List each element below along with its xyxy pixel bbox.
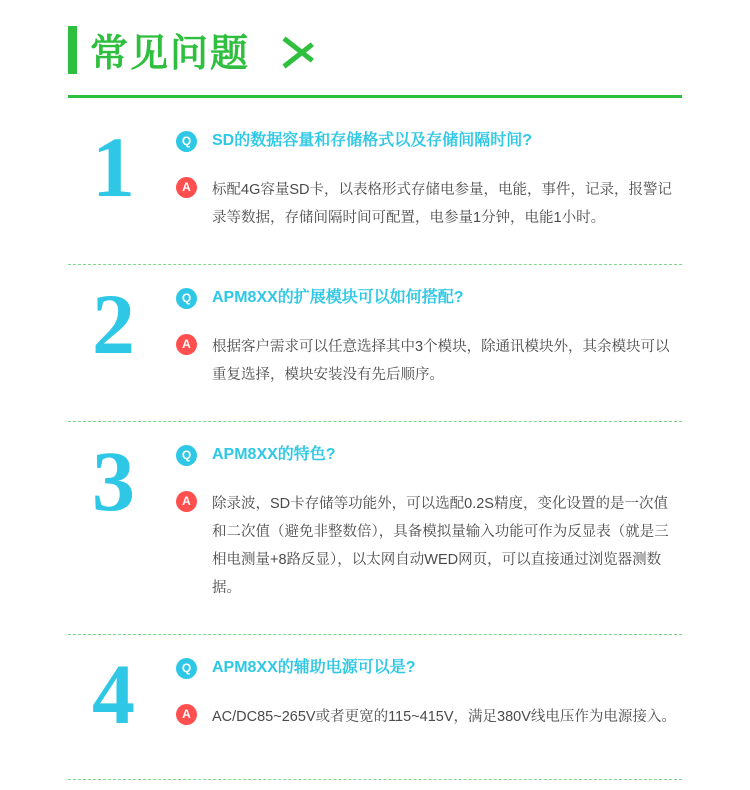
faq-number: 3 bbox=[92, 433, 133, 529]
question-badge-icon: Q bbox=[176, 445, 197, 466]
page-header bbox=[0, 0, 750, 100]
answer-badge-icon: A bbox=[176, 177, 197, 198]
faq-question-text: APM8XX的扩展模块可以如何搭配? bbox=[212, 289, 464, 306]
faq-number: 2 bbox=[92, 276, 133, 372]
answer-badge-icon: A bbox=[176, 334, 197, 355]
list-item bbox=[68, 646, 682, 765]
faq-answer-text: 标配4G容量SD卡，以表格形式存储电参量，电能，事件，记录，报警记录等数据，存储间隔时间可配置，电参量1分钟，电能1小时。 bbox=[212, 182, 672, 226]
answer-badge-icon: A bbox=[176, 491, 197, 512]
faq-answer-text: AC/DC85~265V或者更宽的115~415V，满足380V线电压作为电源接入。 bbox=[212, 709, 676, 725]
faq-answer-text: 根据客户需求可以任意选择其中3个模块，除通讯模块外，其余模块可以重复选择，模块安装没有先后顺序。 bbox=[212, 339, 670, 383]
item-divider bbox=[68, 264, 682, 265]
item-divider bbox=[68, 421, 682, 422]
faq-answer-row bbox=[176, 703, 682, 731]
list-item bbox=[68, 276, 682, 407]
faq-answer-row bbox=[176, 333, 682, 389]
faq-question-text: APM8XX的特色? bbox=[212, 446, 336, 463]
title-accent-bar bbox=[68, 26, 77, 74]
faq-question-text: SD的数据容量和存储格式以及存储间隔时间? bbox=[212, 132, 533, 149]
faq-answer-text: 除录波，SD卡存储等功能外，可以选配0.2S精度，变化设置的是一次值和二次值（避免非整数倍），具备模拟量输入功能可作为反显表（就是三相电测量+8路反显），以太网自动WED网页，可以直接通过浏览器测数据。 bbox=[212, 496, 669, 596]
page-title-text: 常见问题 bbox=[90, 33, 251, 75]
list-item bbox=[68, 119, 682, 250]
question-badge-icon: Q bbox=[176, 658, 197, 679]
faq-question-text: APM8XX的辅助电源可以是? bbox=[212, 659, 416, 676]
faq-number: 4 bbox=[92, 646, 133, 742]
bottom-spacer bbox=[68, 780, 682, 790]
faq-question-row bbox=[176, 287, 682, 309]
faq-answer-row bbox=[176, 176, 682, 232]
faq-question-row bbox=[176, 130, 682, 152]
faq-answer-row bbox=[176, 490, 682, 602]
answer-badge-icon: A bbox=[176, 704, 197, 725]
question-badge-icon: Q bbox=[176, 131, 197, 152]
header-divider bbox=[68, 95, 682, 98]
faq-number: 1 bbox=[92, 119, 133, 215]
page-title bbox=[68, 16, 250, 92]
question-badge-icon: Q bbox=[176, 288, 197, 309]
faq-list bbox=[0, 100, 750, 790]
item-divider bbox=[68, 634, 682, 635]
list-item bbox=[68, 433, 682, 620]
faq-question-row bbox=[176, 657, 682, 679]
faq-question-row bbox=[176, 444, 682, 466]
